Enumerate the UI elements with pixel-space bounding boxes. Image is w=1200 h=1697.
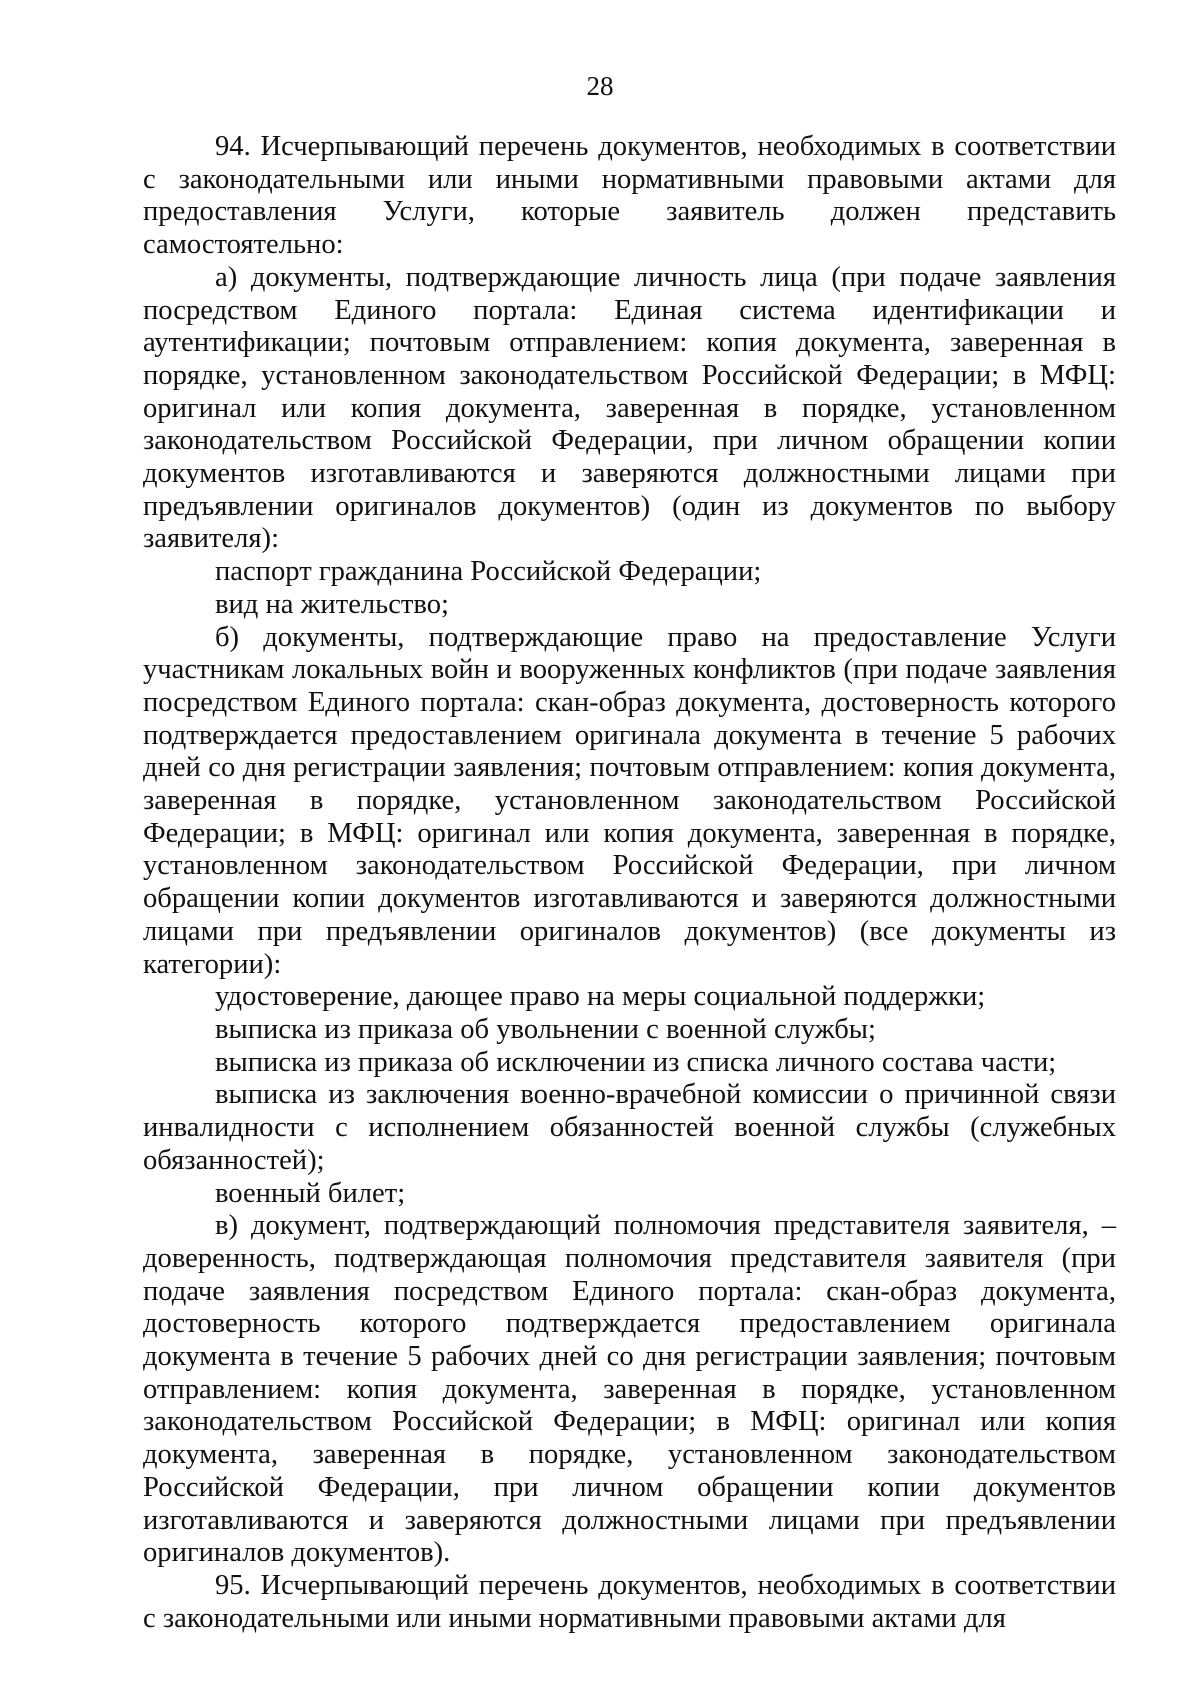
- paragraph-95: 95. Исчерпывающий перечень документов, необходимых в соответствии с законодательными или иными нормативными правовыми актами для: [143, 1569, 1116, 1634]
- page-number: 28: [586, 71, 614, 101]
- paragraph-94: 94. Исчерпывающий перечень документов, необходимых в соответствии с законодательными или иными нормативными правовыми актами для предоставления Услуги, которые заявитель должен представить самостоятельно:: [143, 131, 1116, 261]
- list-item-certificate: удостоверение, дающее право на меры социальной поддержки;: [215, 981, 986, 1013]
- list-item-residence-permit: вид на жительство;: [215, 588, 449, 620]
- paragraph-v-representative: в) документ, подтверждающий полномочия представителя заявителя, – доверенность, подтверждающая полномочия представителя заявителя (при подаче заявления посредством Единого портала: скан-образ документа, достоверность которого подтверждается предоставлением оригинала документа в течение 5 рабочих дней со дня регистрации заявления; почтовым отправлением: копия документа, заверенная в порядке, установленном законодательством Российской Федерации; в МФЦ: оригинал или копия документа, заверенная в порядке, установленном законодательством Российской Федерации, при личном обращении копии документов изготавливаются и заверяются должностными лицами при предъявлении оригиналов документов).: [143, 1210, 1116, 1569]
- list-item-military-id: военный билет;: [215, 1177, 406, 1209]
- paragraph-a-identity-documents: а) документы, подтверждающие личность лица (при подаче заявления посредством Единого портала: Единая система идентификации и аутентификации; почтовым отправлением: копия документа, заверенная в порядке, установленном законодательством Российской Федерации; в МФЦ: оригинал или копия документа, заверенная в порядке, установленном законодательством Российской Федерации, при личном обращении копии документов изготавливаются и заверяются должностными лицами при предъявлении оригиналов документов) (один из документов по выбору заявителя):: [143, 261, 1116, 555]
- list-item-medical-commission: выписка из заключения военно-врачебной комиссии о причинной связи инвалидности с исполнением обязанностей военной службы (служебных обязанностей);: [143, 1079, 1116, 1176]
- list-item-passport: паспорт гражданина Российской Федерации;: [215, 556, 762, 588]
- paragraph-b-right-documents: б) документы, подтверждающие право на предоставление Услуги участникам локальных войн и вооруженных конфликтов (при подаче заявления посредством Единого портала: скан-образ документа, достоверность которого подтверждается предоставлением оригинала документа в течение 5 рабочих дней со дня регистрации заявления; почтовым отправлением: копия документа, заверенная в порядке, установленном законодательством Российской Федерации; в МФЦ: оригинал или копия документа, заверенная в порядке, установленном законодательством Российской Федерации, при личном обращении копии документов изготавливаются и заверяются должностными лицами при предъявлении оригиналов документов) (все документы из категории):: [143, 621, 1116, 980]
- list-item-exclusion-order: выписка из приказа об исключении из списка личного состава части;: [215, 1046, 1057, 1078]
- list-item-dismissal-order: выписка из приказа об увольнении с военной службы;: [215, 1013, 876, 1045]
- document-body: [143, 131, 1116, 1635]
